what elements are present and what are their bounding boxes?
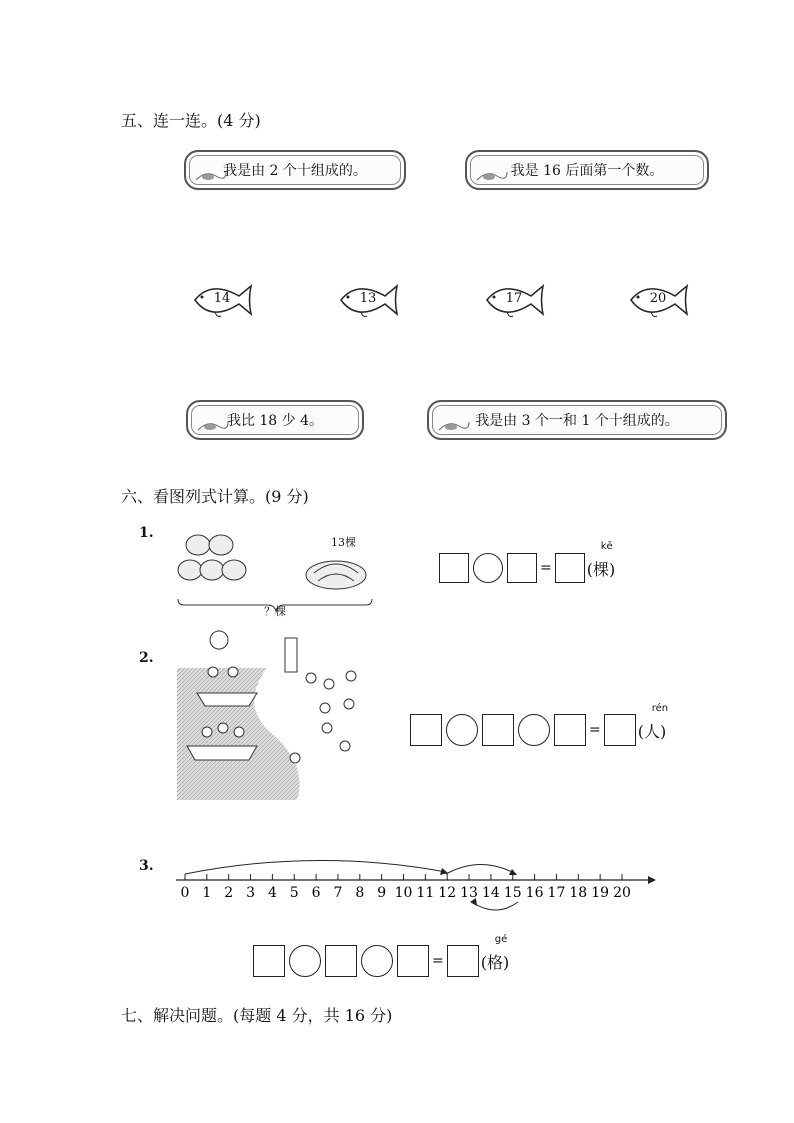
beach-scene-picture [177,628,375,800]
number-line-label: 11 [416,885,435,901]
pinyin: gé [494,933,508,945]
label-box-4[interactable] [427,400,727,440]
fish-number: 17 [505,291,523,306]
unit-label [480,933,510,973]
number-line-label: 7 [333,885,343,901]
fish-number: 13 [359,291,377,306]
number-line-label: 5 [289,885,299,901]
vine-decoration-icon [194,166,228,184]
pinyin: rén [651,702,669,714]
operator-circle[interactable] [361,945,393,977]
cabbage-count-label: 13棵 [331,536,356,549]
answer-box[interactable] [555,553,585,583]
label-box-text: 我是 16 后面第一个数。 [510,163,664,179]
unit-text: (人) [637,721,667,741]
fish-20[interactable] [629,278,699,324]
unit-label [637,702,669,742]
number-line-label: 4 [267,885,277,901]
equation-row-3 [253,933,510,977]
number-line-label: 20 [613,885,631,901]
equation-row-2 [410,702,669,746]
number-line-label: 2 [224,885,234,901]
vine-decoration-icon [475,166,509,184]
answer-box[interactable] [325,945,357,977]
answer-box[interactable] [253,945,285,977]
brace-label: ？棵 [264,605,286,618]
label-box-text: 我是由 3 个一和 1 个十组成的。 [475,413,679,429]
pinyin: kē [600,540,613,552]
section-6-title: 六、看图列式计算。(9 分) [121,487,309,506]
number-line-label: 13 [460,885,478,901]
number-line-label: 0 [180,885,190,901]
answer-box[interactable] [447,945,479,977]
answer-box[interactable] [410,714,442,746]
number-line-label: 18 [569,885,588,901]
operator-circle[interactable] [473,553,503,583]
unit-label [586,540,616,580]
fish-17[interactable] [485,278,555,324]
question-number: 2. [139,650,154,666]
operator-circle[interactable] [446,714,478,746]
number-line-label: 19 [591,885,610,901]
equals-sign: = [589,722,601,738]
section-7-title: 七、解决问题。(每题 4 分，共 16 分) [121,1006,393,1025]
fish-number: 14 [213,291,231,306]
fish-14[interactable] [193,278,263,324]
fish-13[interactable] [339,278,409,324]
vine-decoration-icon [437,416,471,434]
label-box-2[interactable] [465,150,709,190]
number-line-label: 10 [394,885,413,901]
number-line-label: 17 [547,885,566,901]
number-line-label: 15 [503,885,522,901]
answer-box[interactable] [604,714,636,746]
number-line-label: 8 [355,885,365,901]
number-line-label: 1 [202,885,212,901]
label-box-text: 我是由 2 个十组成的。 [223,163,367,179]
label-box-3[interactable] [186,400,364,440]
vine-decoration-icon [196,416,230,434]
answer-box[interactable] [397,945,429,977]
equals-sign: = [540,560,552,576]
operator-circle[interactable] [518,714,550,746]
answer-box[interactable] [439,553,469,583]
number-line-label: 14 [481,885,500,901]
label-box-1[interactable] [184,150,406,190]
number-line-label: 6 [311,885,321,901]
unit-text: (棵) [586,559,616,579]
question-number: 1. [139,525,154,541]
number-line [176,850,656,915]
operator-circle[interactable] [289,945,321,977]
answer-box[interactable] [507,553,537,583]
question-number: 3. [139,858,154,874]
number-line-label: 3 [246,885,256,901]
equals-sign: = [432,953,444,969]
answer-box[interactable] [482,714,514,746]
section-5-title: 五、连一连。(4 分) [121,111,261,130]
number-line-label: 9 [377,885,387,901]
answer-box[interactable] [554,714,586,746]
fish-number: 20 [649,291,667,306]
number-line-label: 12 [438,885,457,901]
number-line-label: 16 [525,885,544,901]
equation-row-1 [439,540,616,583]
unit-text: (格) [480,952,510,972]
label-box-text: 我比 18 少 4。 [226,413,324,429]
